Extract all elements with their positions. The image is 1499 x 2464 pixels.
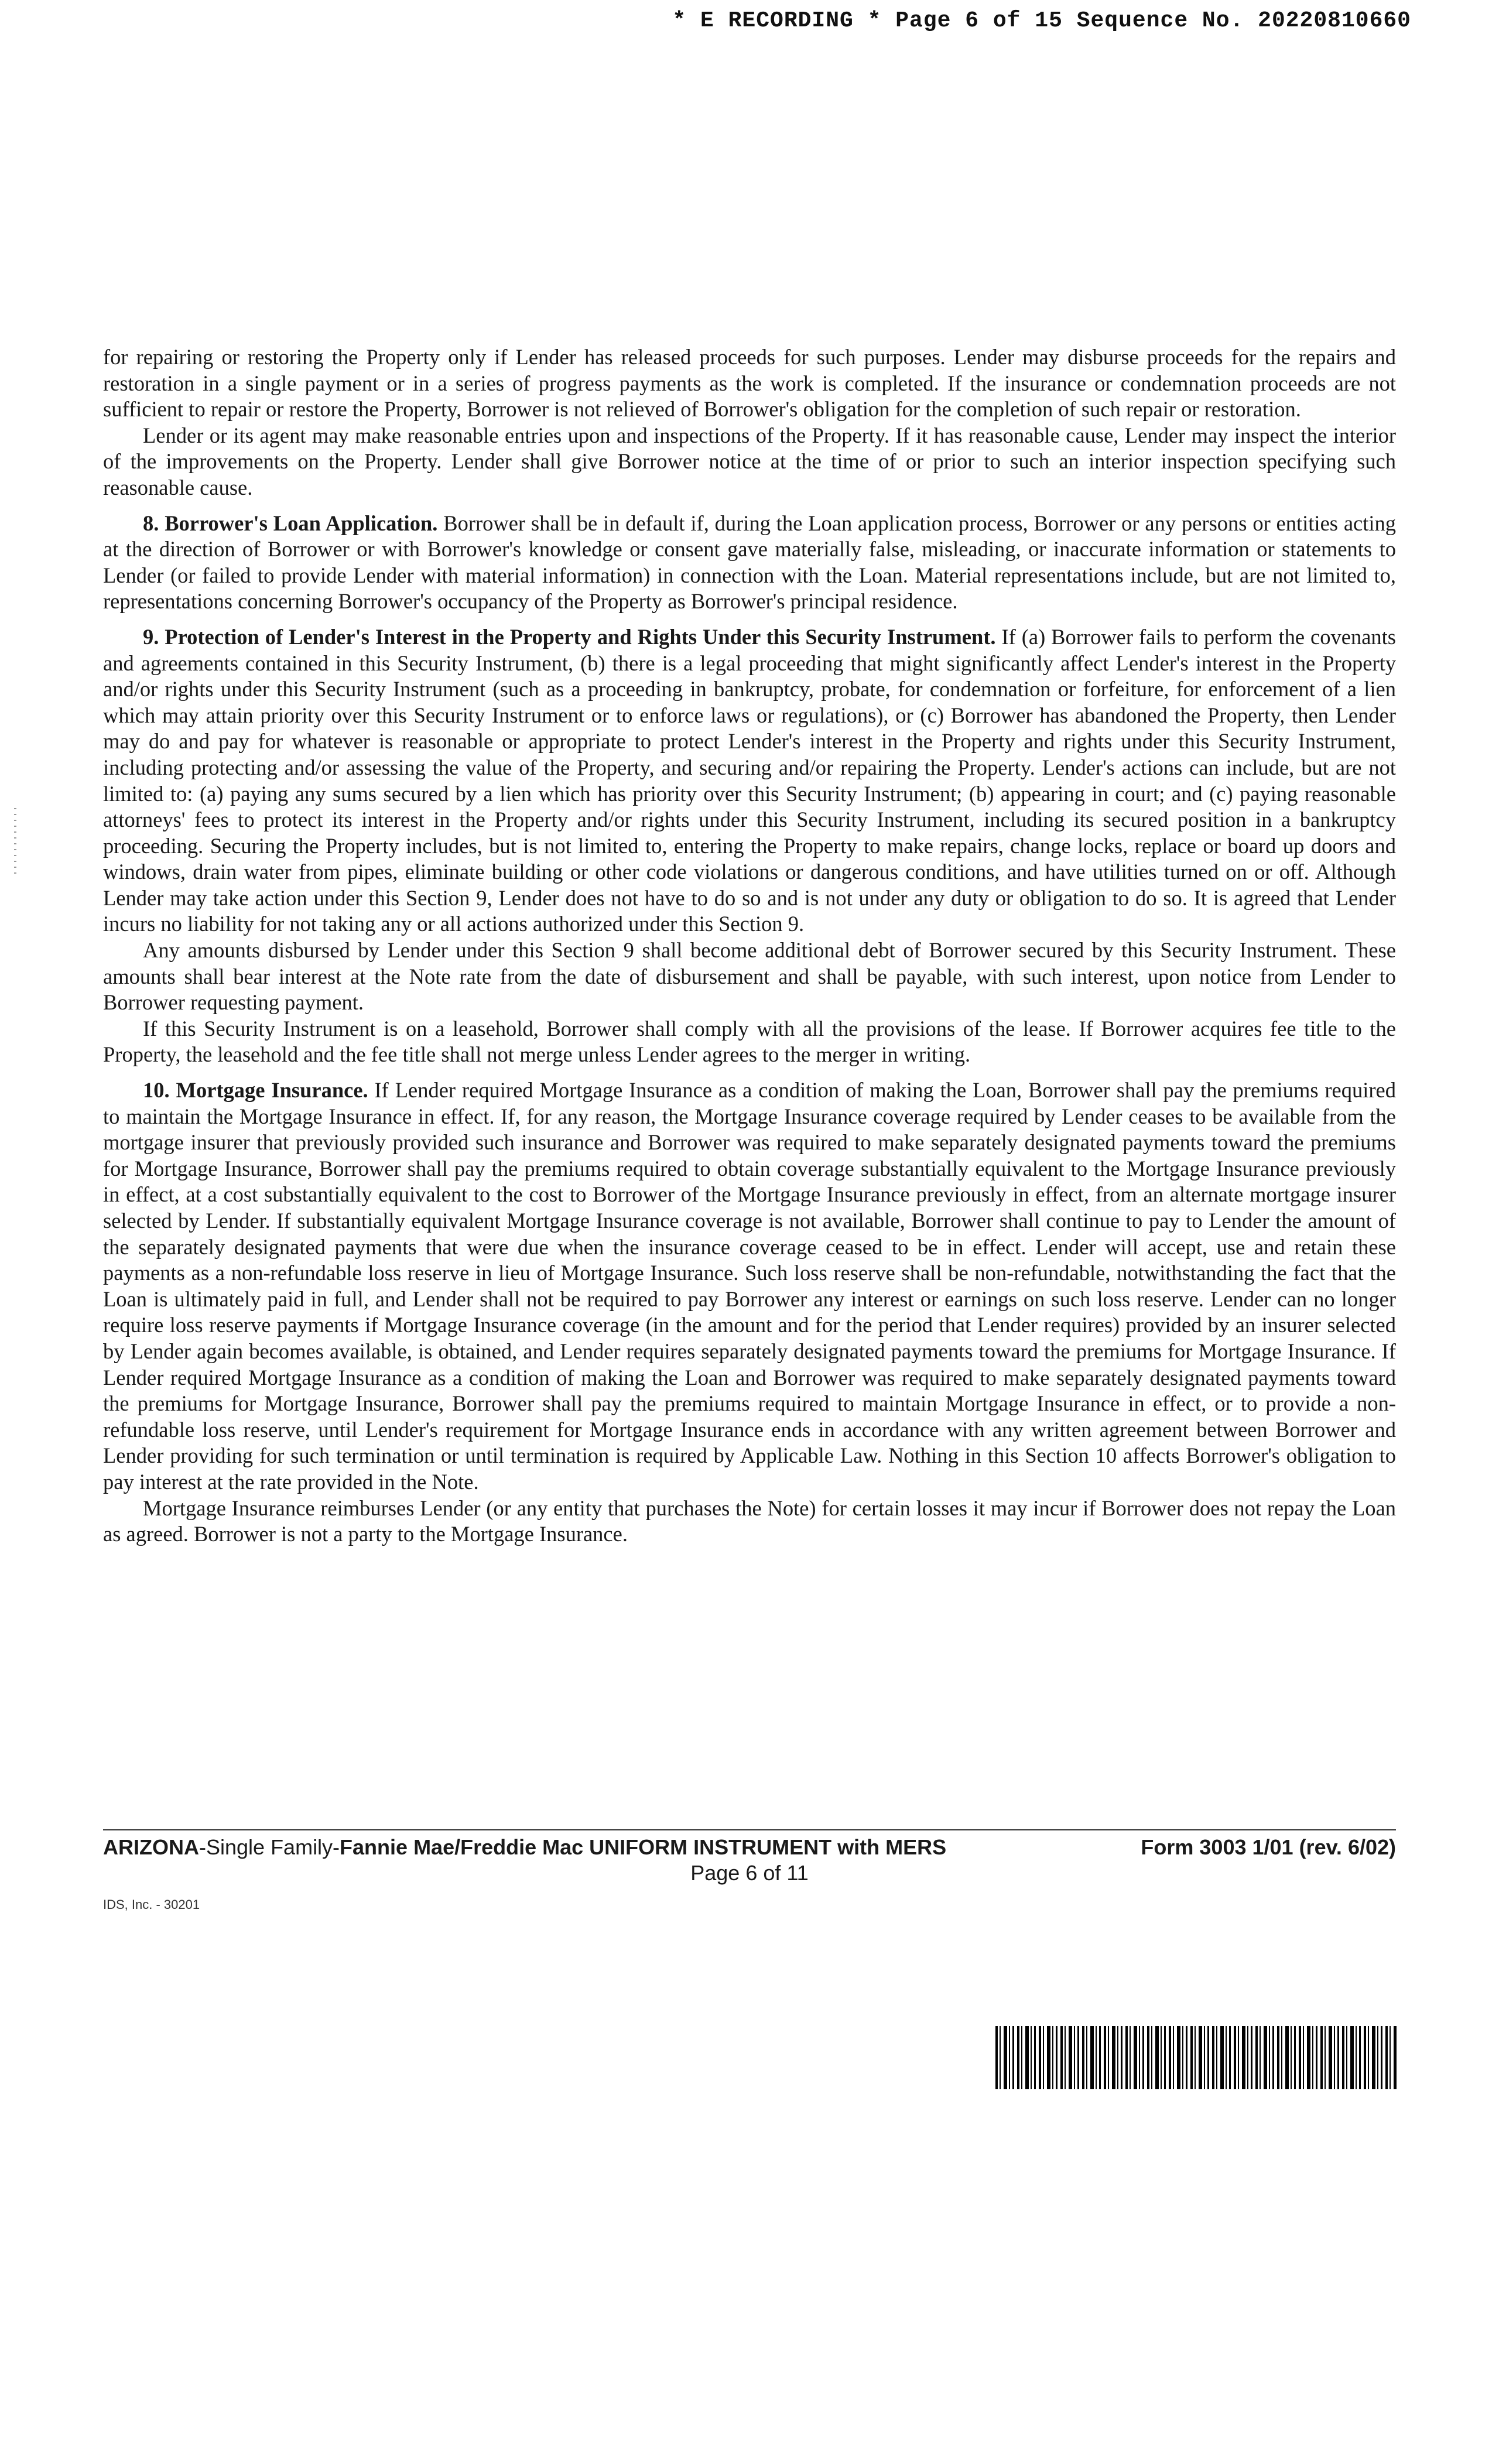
section-10-heading: 10. Mortgage Insurance. [143, 1078, 368, 1103]
continuation-paragraph: for repairing or restoring the Property only if Lender has released proceeds for such purposes. Lender may disburse proceeds for the repairs and restoration in a single payment or in a series of progress payments as the work is completed. If the insurance or condemnation proceeds are not sufficient to repair or restore the Property, Borrower is not relieved of Borrower's obligation for the completion of such repair or restoration. [103, 345, 1396, 422]
footer-form-line [103, 1835, 1396, 1860]
section-8-text: Borrower shall be in default if, during the Loan application process, Borrower or any persons or entities acting at the direction of Borrower or with Borrower's knowledge or consent gave materially false, misleading, or inaccurate information or statements to Lender (or failed to provide Lender with material information) in connection with the Loan. Material representations include, but are not limited to, representations concerning Borrower's occupancy of the Property as Borrower's principal residence. [103, 511, 1396, 614]
form-number: Form 3003 1/01 (rev. 6/02) [1141, 1835, 1396, 1859]
section-9-paragraph-2: Any amounts disbursed by Lender under this Section 9 shall become additional debt of Borrower secured by this Security Instrument. These amounts shall bear interest at the Note rate from the date of disbursement and shall be payable, with such interest, upon notice from Lender to Borrower requesting payment. [103, 938, 1396, 1015]
section-9-paragraph-3: If this Security Instrument is on a leasehold, Borrower shall comply with all the provisions of the lease. If Borrower acquires fee title to the Property, the leasehold and the fee title shall not merge unless Lender agrees to the merger in writing. [103, 1016, 1396, 1067]
section-10-paragraph-2: Mortgage Insurance reimburses Lender (or any entity that purchases the Note) for certain losses it may incur if Borrower does not repay the Loan as agreed. Borrower is not a party to the Mortgage Insurance. [103, 1495, 1396, 1546]
section-9-text: If (a) Borrower fails to perform the covenants and agreements contained in this Security Instrument, (b) there is a legal proceeding that might significantly affect Lender's interest in the Property and/or rights under this Security Instrument (such as a proceeding in bankruptcy, probate, for condemnation or forfeiture, for enforcement of a lien which may attain priority over this Security Instrument or to enforce laws or regulations), or (c) Borrower has abandoned the Property, then Lender may do and pay for whatever is reasonable or appropriate to protect Lender's interest in the Property and rights under this Security Instrument, including protecting and/or assessing the value of the Property, and securing and/or repairing the Property. Lender's actions can include, but are not limited to: (a) paying any sums secured by a lien which has priority over this Security Instrument; (b) appearing in court; and (c) paying reasonable attorneys' fees to protect its interest in the Property and/or rights under this Security Instrument, including its secured position in a bankruptcy proceeding. Securing the Property includes, but is not limited to, entering the Property to make repairs, change locks, replace or board up doors and windows, drain water from pipes, eliminate building or other code violations or dangerous conditions, and have utilities turned on or off. Although Lender may take action under this Section 9, Lender does not have to do so and is not under any duty or obligation to do so. It is agreed that Lender incurs no liability for not taking any or all actions authorized under this Section 9. [103, 624, 1397, 936]
section-8-heading: 8. Borrower's Loan Application. [143, 511, 438, 535]
ids-code: IDS, Inc. - 30201 [103, 1897, 200, 1912]
section-9-heading: 9. Protection of Lender's Interest in the Property and Rights Under this Security Instrument. [143, 624, 996, 649]
document-body [103, 344, 1396, 1548]
footer-divider [103, 1829, 1396, 1830]
form-desc-part2: Fannie Mae/Freddie Mac UNIFORM INSTRUMENT with MERS [340, 1835, 947, 1859]
form-description [103, 1835, 946, 1860]
recording-stamp: * E RECORDING * Page 6 of 15 Sequence No. 20220810660 [672, 8, 1411, 33]
barcode [995, 2026, 1397, 2089]
form-desc-part1: -Single Family- [199, 1835, 340, 1859]
form-state: ARIZONA [103, 1835, 199, 1859]
margin-punch-marks [14, 808, 16, 878]
section-10 [103, 1077, 1396, 1495]
section-9 [103, 624, 1396, 937]
section-8 [103, 511, 1396, 615]
inspection-paragraph: Lender or its agent may make reasonable entries upon and inspections of the Property. If it has reasonable cause, Lender may inspect the interior of the improvements on the Property. Lender shall give Borrower notice at the time of or prior to such an interior inspection specifying such reasonable cause. [103, 423, 1396, 499]
page-number: Page 6 of 11 [690, 1861, 809, 1885]
section-10-text: If Lender required Mortgage Insurance as a condition of making the Loan, Borrower shall pay the premiums required to maintain the Mortgage Insurance in effect. If, for any reason, the Mortgage Insurance coverage required by Lender ceases to be available from the mortgage insurer that previously provided such insurance and Borrower was required to make separately designated payments toward the premiums for Mortgage Insurance, Borrower shall pay the premiums required to obtain coverage substantially equivalent to the Mortgage Insurance previously in effect, at a cost substantially equivalent to the cost to Borrower of the Mortgage Insurance previously in effect, from an alternate mortgage insurer selected by Lender. If substantially equivalent Mortgage Insurance coverage is not available, Borrower shall continue to pay to Lender the amount of the separately designated payments that were due when the insurance coverage ceased to be in effect. Lender will accept, use and retain these payments as a non-refundable loss reserve in lieu of Mortgage Insurance. Such loss reserve shall be non-refundable, notwithstanding the fact that the Loan is ultimately paid in full, and Lender shall not be required to pay Borrower any interest or earnings on such loss reserve. Lender can no longer require loss reserve payments if Mortgage Insurance coverage (in the amount and for the period that Lender requires) provided by an insurer selected by Lender again becomes available, is obtained, and Lender requires separately designated payments toward the premiums for Mortgage Insurance. If Lender required Mortgage Insurance as a condition of making the Loan and Borrower was required to make separately designated payments toward the premiums for Mortgage Insurance, Borrower shall pay the premiums required to maintain Mortgage Insurance in effect, or to provide a non-refundable loss reserve, until Lender's requirement for Mortgage Insurance ends in accordance with any written agreement between Borrower and Lender providing for such termination or until termination is required by Applicable Law. Nothing in this Section 10 affects Borrower's obligation to pay interest at the rate provided in the Note. [103, 1078, 1397, 1494]
